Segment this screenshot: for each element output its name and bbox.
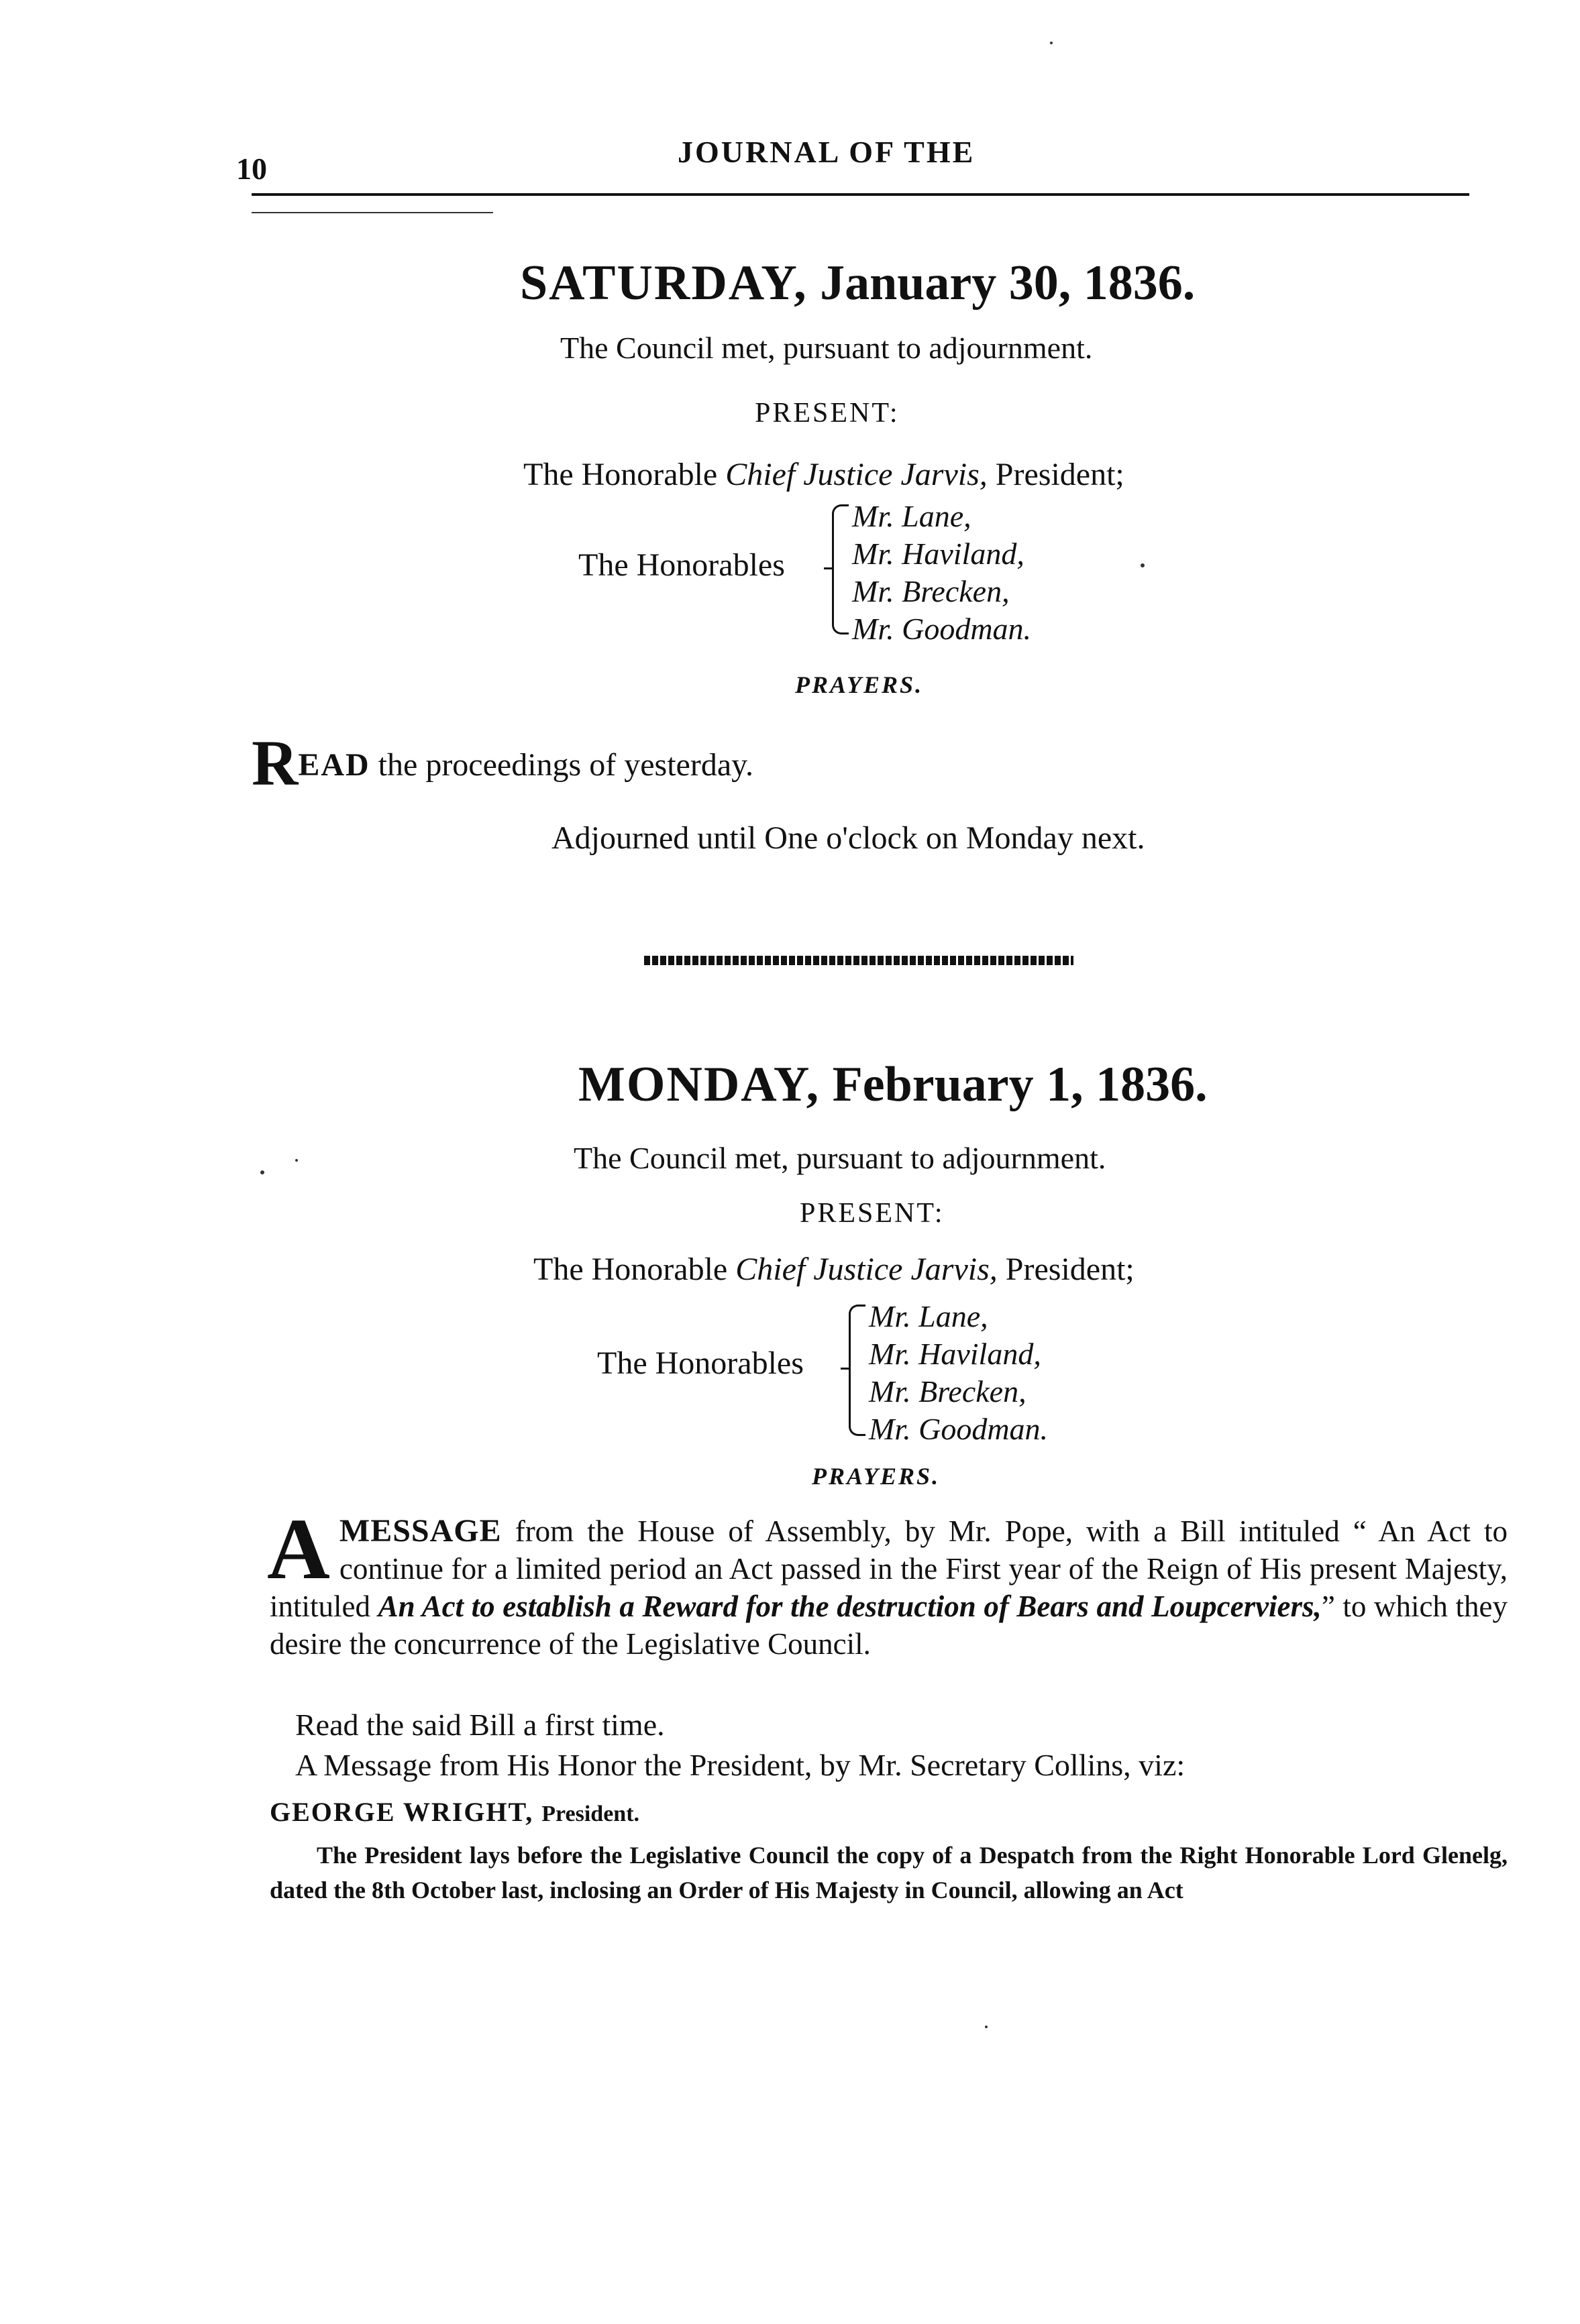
saturday-president-prefix: The Honorable: [523, 457, 718, 492]
saturday-heading: [520, 255, 1195, 312]
monday-president-name: Chief Justice Jarvis,: [735, 1252, 998, 1287]
saturday-adjourned: Adjourned until One o'clock on Monday next.: [551, 820, 1145, 856]
message-text-2: ” to which they desire the concurrence of the Legislative Council.: [270, 1590, 1508, 1661]
monday-prayers: PRAYERS.: [812, 1463, 941, 1490]
george-wright-name: GEORGE WRIGHT,: [270, 1797, 534, 1827]
saturday-member: Mr. Haviland,: [852, 537, 1024, 571]
scan-speck: [1141, 563, 1145, 567]
monday-member: Mr. Goodman.: [869, 1412, 1049, 1446]
monday-brace-point: [841, 1368, 850, 1370]
monday-president-prefix: The Honorable: [533, 1252, 728, 1287]
saturday-met-line: The Council met, pursuant to adjournment.: [560, 331, 1093, 365]
bill-title: An Act to establish a Reward for the destruction of Bears and Loupcerviers,: [378, 1590, 1322, 1623]
monday-members-list: [869, 1298, 1048, 1448]
saturday-date: January 30, 1836.: [820, 256, 1196, 311]
saturday-member: Mr. Brecken,: [852, 574, 1010, 608]
despatch-paragraph: The President lays before the Legislative Council the copy of a Despatch from the Right Honorable Lord Glenelg, dated the 8th October last, inclosing an Order of His Majesty in Council, allowing an Act: [270, 1842, 1508, 1903]
monday-member: Mr. Brecken,: [869, 1374, 1026, 1408]
header-rule: [252, 193, 1469, 196]
saturday-member: Mr. Lane,: [852, 499, 971, 533]
monday-member: Mr. Haviland,: [869, 1337, 1041, 1371]
monday-member: Mr. Lane,: [869, 1299, 988, 1333]
president-message-line: A Message from His Honor the President, by Mr. Secretary Collins, viz:: [295, 1748, 1186, 1782]
saturday-president-name: Chief Justice Jarvis,: [725, 457, 988, 492]
saturday-read-line: [252, 727, 754, 799]
monday-honorables-label: The Honorables: [597, 1345, 804, 1381]
saturday-prayers: PRAYERS.: [795, 671, 924, 698]
read-caps: EAD: [298, 747, 370, 783]
george-wright-line: [270, 1796, 639, 1828]
message-word: MESSAGE: [339, 1513, 502, 1549]
saturday-brace-point: [824, 567, 833, 569]
saturday-brace: [832, 504, 849, 634]
header-rule-short: [252, 212, 493, 213]
saturday-present-label: PRESENT:: [755, 398, 900, 429]
scan-speck: [295, 1159, 298, 1162]
monday-date: February 1, 1836.: [832, 1057, 1208, 1112]
section-divider-ornament: [644, 956, 1073, 965]
saturday-day: SATURDAY,: [520, 256, 808, 311]
read-bill-line: Read the said Bill a first time.: [295, 1708, 665, 1742]
monday-present-label: PRESENT:: [800, 1198, 945, 1229]
president-word: President.: [541, 1802, 640, 1826]
saturday-members-list: [852, 498, 1031, 648]
saturday-president-line: [523, 456, 1124, 493]
monday-heading: [578, 1056, 1208, 1113]
monday-president-suffix: President;: [1005, 1252, 1135, 1287]
scan-speck: [1050, 42, 1053, 44]
monday-day: MONDAY,: [578, 1057, 821, 1112]
monday-brace: [849, 1305, 865, 1436]
assembly-message-paragraph: [267, 1501, 1508, 1663]
read-text: the proceedings of yesterday.: [378, 747, 754, 783]
scan-speck: [985, 2026, 988, 2028]
monday-president-line: [533, 1251, 1135, 1288]
saturday-member: Mr. Goodman.: [852, 612, 1032, 646]
saturday-president-suffix: President;: [995, 457, 1124, 492]
page-number: 10: [236, 152, 267, 186]
scan-speck: [260, 1170, 264, 1174]
message-text-1: from the House of Assembly, by Mr. Pope, with a Bill intituled “ An Act to continue for a limited period an Act passed in the First year of the Reign of His present Majesty, intituled: [270, 1514, 1508, 1623]
monday-met-line: The Council met, pursuant to adjournment.: [574, 1141, 1106, 1175]
saturday-honorables-label: The Honorables: [578, 547, 785, 583]
running-head: JOURNAL OF THE: [678, 135, 976, 169]
message-drop-cap: A: [267, 1501, 330, 1598]
read-drop-cap: R: [252, 727, 299, 799]
